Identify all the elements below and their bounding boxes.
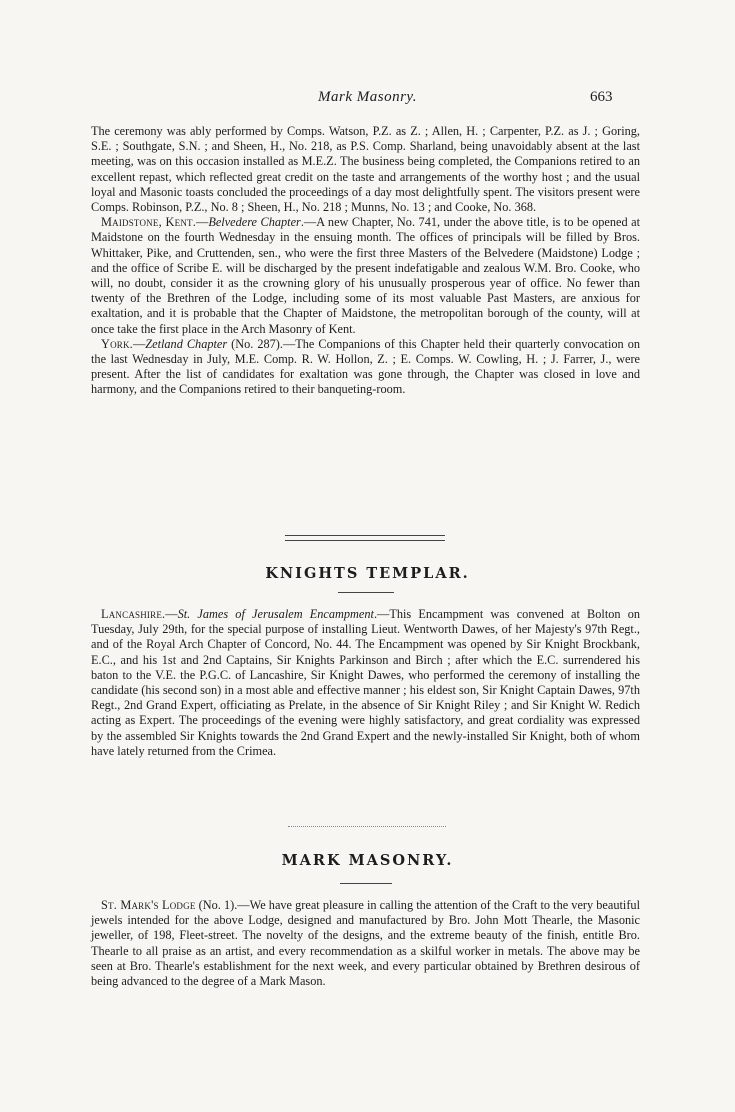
- paragraph-york-body: (No. 287).—The Companions of this Chapter held their quarterly convocation on the last Wednesday in July, M.E. Comp. R. W. Hollon, Z. ; E. Comps. W. Cowling, H. ; J. Farrer, J., were present. After the list of candidates for exaltation was gone through, the Chapter was closed in love and harmony, and the Companions retired to their banqueting-room.: [91, 336, 640, 397]
- paragraph-lancashire: Lancashire.—St. James of Jerusalem Encampment.—This Encampment was convened at Bolton on Tuesday, July 29th, for the special purpose of installing Lieut. Wentworth Dawes, of her Majesty's 97th Regt., and of the Royal Arch Chapter of Concord, No. 44. The Encampment was opened by Sir Knight Brockbank, E.C., and his 1st and 2nd Captains, Sir Knights Parkinson and Birch ; after which the E.C. surrendered his baton to the V.E. the P.G.C. of Lancashire, Sir Knight Dawes, who performed the ceremony of installing the candidate (his second son) in a most able and effective manner ; his eldest son, Sir Knight Captain Dawes, 97th Regt., 2nd Grand Expert, officiating as Prelate, in the absence of Sir Knight Riley ; and Sir Knight W. Redich acting as Expert. The proceedings of the evening were highly satisfactory, and great cordiality was expressed by the assembled Sir Knights towards the 2nd Grand Expert and the newly-installed Sir Knight, both of whom have lately returned from the Crimea.: [91, 607, 641, 758]
- paragraph-ceremony: The ceremony was ably performed by Comps. Watson, P.Z. as Z. ; Allen, H. ; Carpenter, P.Z. as J. ; Goring, S.E. ; Southgate, S.N. ; and Sheen, H., No. 218, as P.S. Comp. Sharland, being unavoidably absent at the last meeting, was on this occasion installed as M.E.Z. The business being completed, the Companions retired to an excellent repast, which reflected great credit on the taste and arrangements of the worthy host ; and the usual loyal and Masonic toasts concluded the proceedings of a day most delightfully spent. The visitors present were Comps. Robinson, P.Z., No. 8 ; Sheen, H., No. 218 ; Munns, No. 13 ; and Cooke, No. 368.: [91, 124, 640, 215]
- heading-knights-templar: KNIGHTS TEMPLAR.: [265, 565, 470, 582]
- section-chapter-reports: [91, 124, 640, 398]
- paragraph-st-marks-body: (No. 1).—We have great pleasure in calling the attention of the Craft to the very beautiful jewels intended for the above Lodge, designed and manufactured by Bro. John Mott Thearle, the Masonic jeweller, of 198, Fleet-street. The novelty of the designs, and the extreme beauty of the finish, entitle Bro. Thearle to all praise as an artist, and every recommendation as a skilful worker in metals. The above may be seen at Bro. Thearle's establishment for the next week, and every particular obtained by Brethren desirous of being advanced to the degree of a Mark Mason.: [91, 898, 640, 989]
- place-name-lancashire: Lancashire.: [101, 607, 166, 621]
- paragraph-york: York.—Zetland Chapter (No. 287).—The Companions of this Chapter held their quarterly convocation on the last Wednesday in July, M.E. Comp. R. W. Hollon, Z. ; E. Comps. W. Cowling, H. ; J. Farrer, J., were present. After the list of candidates for exaltation was gone through, the Chapter was closed in love and harmony, and the Companions retired to their banqueting-room.: [91, 336, 640, 397]
- place-name-maidstone: Maidstone, Kent.: [101, 215, 197, 230]
- running-title: Mark Masonry.: [318, 89, 417, 105]
- heading-underline: [340, 883, 392, 884]
- section-divider-faint: [288, 826, 446, 827]
- chapter-name-zetland: Zetland Chapter: [145, 336, 228, 351]
- encampment-name: St. James of Jerusalem Encampment: [177, 607, 374, 621]
- section-knights-templar: [91, 607, 640, 759]
- paragraph-maidstone: Maidstone, Kent.—Belvedere Chapter.—A new Chapter, No. 741, under the above title, is to be opened at Maidstone on the fourth Wednesday in the ensuing month. The offices of principals will be filled by Bros. Whittaker, Pike, and Cruttenden, sen., who were the first three Masters of the Belvedere (Maidstone) Lodge ; and the office of Scribe E. will be discharged by the present indefatigable and zealous W.M. Bro. Cooke, who will, no doubt, consider it as the crowning glory of his unusually prosperous year of office. No fewer than twenty of the Brethren of the Lodge, including some of its most valuable Past Masters, are anxious for exaltation, and it is probable that the Chapter of Maidstone, the metropolitan borough of the county, will at once take the first place in the Arch Masonry of Kent.: [91, 215, 640, 336]
- heading-underline: [338, 592, 394, 593]
- heading-mark-masonry: MARK MASONRY.: [281, 852, 454, 869]
- lodge-name-st-marks: St. Mark's Lodge: [101, 898, 196, 912]
- paragraph-st-marks-lodge: [91, 898, 640, 989]
- place-name-york: York.: [101, 336, 133, 351]
- chapter-name-belvedere: Belvedere Chapter: [208, 215, 301, 230]
- section-mark-masonry: [91, 898, 640, 989]
- section-divider-rule: [285, 535, 445, 541]
- page-number: 663: [590, 89, 613, 105]
- paragraph-maidstone-body: —A new Chapter, No. 741, under the above title, is to be opened at Maidstone on the fourth Wednesday in the ensuing month. The offices of principals will be filled by Bros. Whittaker, Pike, and Cruttenden, sen., who were the first three Masters of the Belvedere (Maidstone) Lodge ; and the office of Scribe E. will be discharged by the present indefatigable and zealous W.M. Bro. Cooke, who will, no doubt, consider it as the crowning glory of his unusually prosperous year of office. No fewer than twenty of the Brethren of the Lodge, including some of its most valuable Past Masters, are anxious for exaltation, and it is probable that the Chapter of Maidstone, the metropolitan borough of the county, will at once take the first place in the Arch Masonry of Kent.: [91, 215, 640, 336]
- paragraph-lancashire-body: .—This Encampment was convened at Bolton on Tuesday, July 29th, for the special purpose of installing Lieut. Wentworth Dawes, of her Majesty's 97th Regt., and of the Royal Arch Chapter of Concord, No. 44. The Encampment was opened by Sir Knight Brockbank, E.C., and his 1st and 2nd Captains, Sir Knights Parkinson and Birch ; after which the E.C. surrendered his baton to the V.E. the P.G.C. of Lancashire, Sir Knight Dawes, who performed the ceremony of installing the candidate (his second son) in a most able and effective manner ; his eldest son, Sir Knight Captain Dawes, 97th Regt., 2nd Grand Expert, officiating as Prelate, in the absence of Sir Knight Riley ; and Sir Knight W. Redich acting as Expert. The proceedings of the evening were highly satisfactory, and great cordiality was expressed by the assembled Sir Knights towards the 2nd Grand Expert and the newly-installed Sir Knight, both of whom have lately returned from the Crimea.: [91, 607, 641, 758]
